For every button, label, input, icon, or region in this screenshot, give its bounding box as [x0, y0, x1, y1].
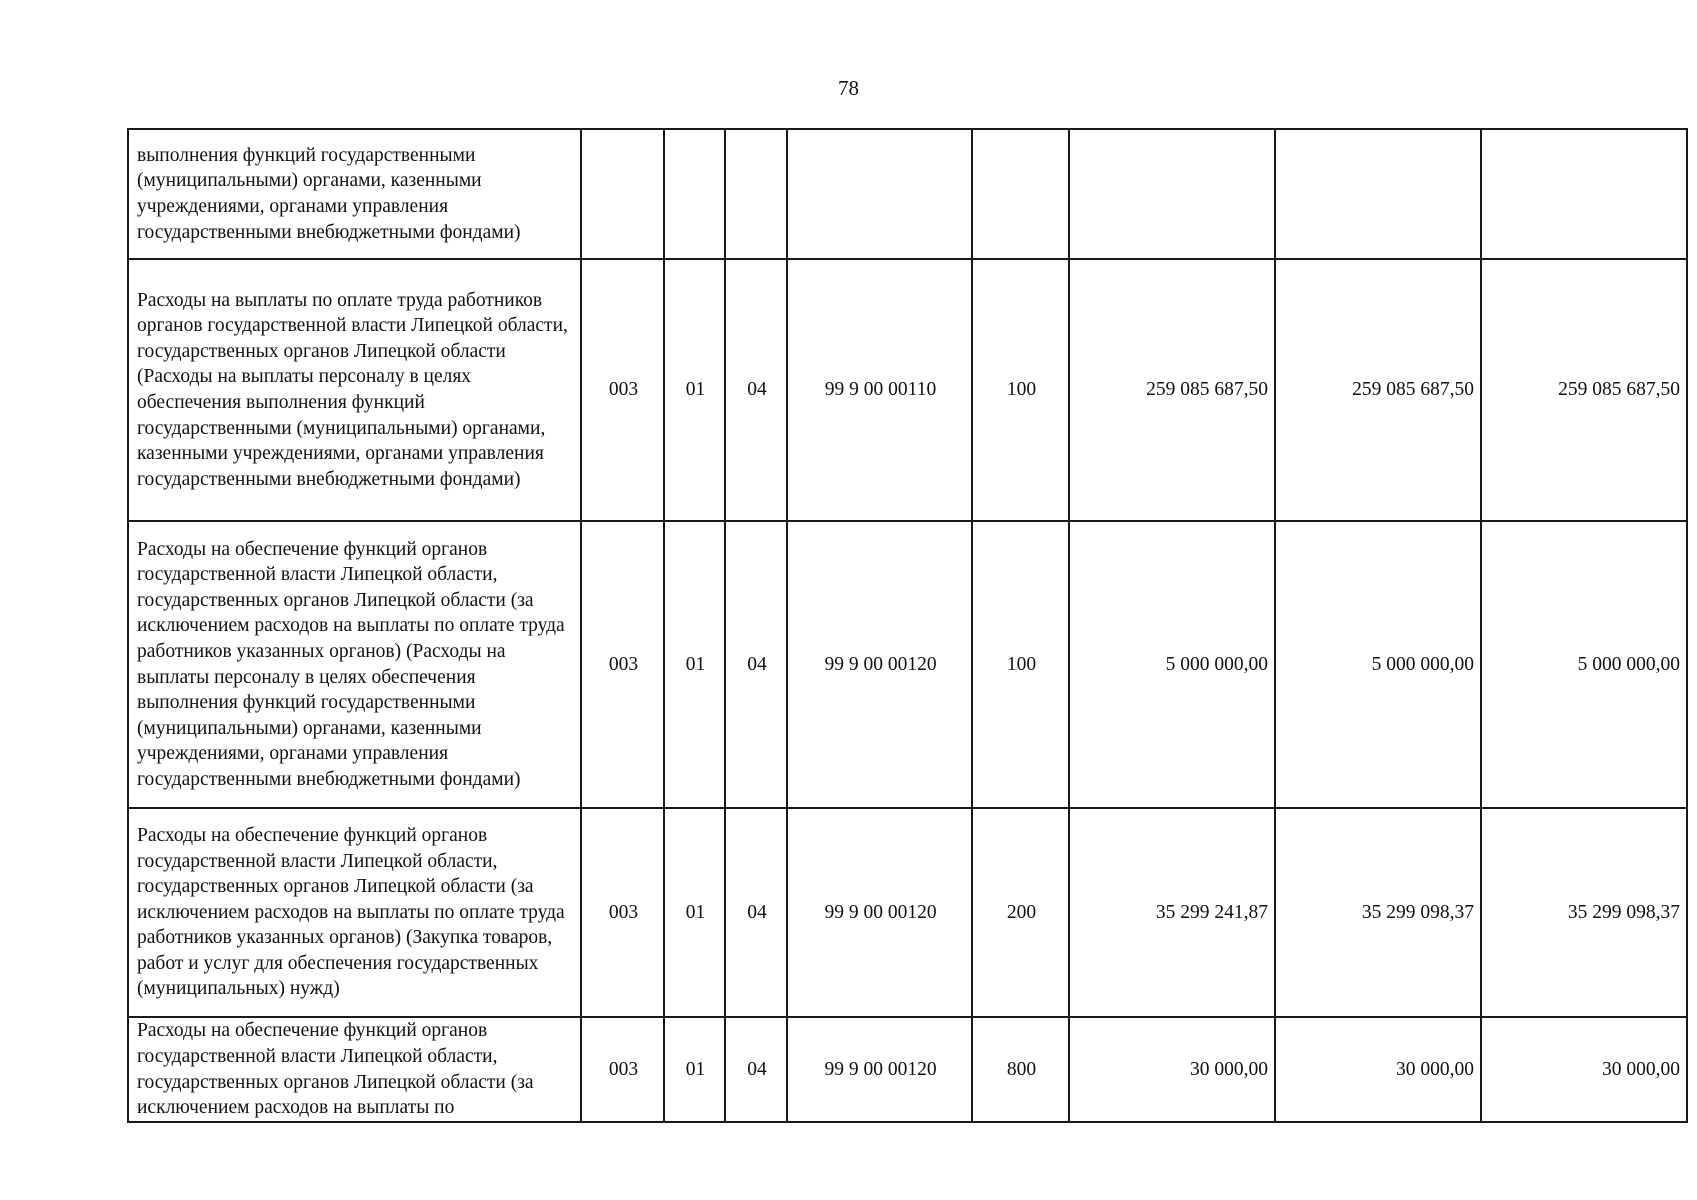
table-row	[128, 521, 1687, 808]
amount-1: 5 000 000,00	[1069, 521, 1275, 808]
amount-3	[1481, 129, 1687, 259]
table-row	[128, 808, 1687, 1017]
section-code: 01	[664, 259, 725, 521]
subsection-code: 04	[725, 521, 787, 808]
expense-type-code: 800	[972, 1017, 1069, 1122]
amount-3: 5 000 000,00	[1481, 521, 1687, 808]
row-description: Расходы на выплаты по оплате труда работников органов государственной власти Липецкой области, государственных органов Липецкой области (Расходы на выплаты персоналу в целях обеспечения выполнения функций государственными (муниципальными) органами, казенными учреждениями, органами управления государственными внебюджетными фондами)	[128, 259, 581, 521]
row-description: Расходы на обеспечение функций органов государственной власти Липецкой области, государственных органов Липецкой области (за исключением расходов на выплаты по	[128, 1017, 581, 1122]
table-row	[128, 1017, 1687, 1122]
amount-2: 30 000,00	[1275, 1017, 1481, 1122]
target-article-code: 99 9 00 00120	[787, 808, 972, 1017]
row-description: Расходы на обеспечение функций органов государственной власти Липецкой области, государственных органов Липецкой области (за исключением расходов на выплаты по оплате труда работников указанных органов) (Закупка товаров, работ и услуг для обеспечения государственных (муниципальных) нужд)	[128, 808, 581, 1017]
amount-2: 259 085 687,50	[1275, 259, 1481, 521]
page-number: 78	[838, 76, 859, 100]
ministry-code	[581, 129, 664, 259]
target-article-code	[787, 129, 972, 259]
subsection-code	[725, 129, 787, 259]
amount-1: 259 085 687,50	[1069, 259, 1275, 521]
section-code: 01	[664, 1017, 725, 1122]
expense-type-code: 100	[972, 521, 1069, 808]
subsection-code: 04	[725, 1017, 787, 1122]
amount-3: 30 000,00	[1481, 1017, 1687, 1122]
target-article-code: 99 9 00 00120	[787, 521, 972, 808]
amount-2	[1275, 129, 1481, 259]
amount-2: 5 000 000,00	[1275, 521, 1481, 808]
row-description: выполнения функций государственными (муниципальными) органами, казенными учреждениями, органами управления государственными внебюджетными фондами)	[128, 129, 581, 259]
target-article-code: 99 9 00 00110	[787, 259, 972, 521]
ministry-code: 003	[581, 1017, 664, 1122]
target-article-code: 99 9 00 00120	[787, 1017, 972, 1122]
section-code: 01	[664, 521, 725, 808]
ministry-code: 003	[581, 808, 664, 1017]
amount-2: 35 299 098,37	[1275, 808, 1481, 1017]
amount-3: 35 299 098,37	[1481, 808, 1687, 1017]
amount-1	[1069, 129, 1275, 259]
ministry-code: 003	[581, 521, 664, 808]
section-code	[664, 129, 725, 259]
section-code: 01	[664, 808, 725, 1017]
table-row	[128, 259, 1687, 521]
ministry-code: 003	[581, 259, 664, 521]
expense-type-code: 100	[972, 259, 1069, 521]
amount-1: 35 299 241,87	[1069, 808, 1275, 1017]
subsection-code: 04	[725, 259, 787, 521]
expense-type-code: 200	[972, 808, 1069, 1017]
expense-type-code	[972, 129, 1069, 259]
table-row	[128, 129, 1687, 259]
row-description: Расходы на обеспечение функций органов государственной власти Липецкой области, государственных органов Липецкой области (за исключением расходов на выплаты по оплате труда работников указанных органов) (Расходы на выплаты персоналу в целях обеспечения выполнения функций государственными (муниципальными) органами, казенными учреждениями, органами управления государственными внебюджетными фондами)	[128, 521, 581, 808]
amount-3: 259 085 687,50	[1481, 259, 1687, 521]
amount-1: 30 000,00	[1069, 1017, 1275, 1122]
budget-table	[127, 128, 1688, 1123]
subsection-code: 04	[725, 808, 787, 1017]
